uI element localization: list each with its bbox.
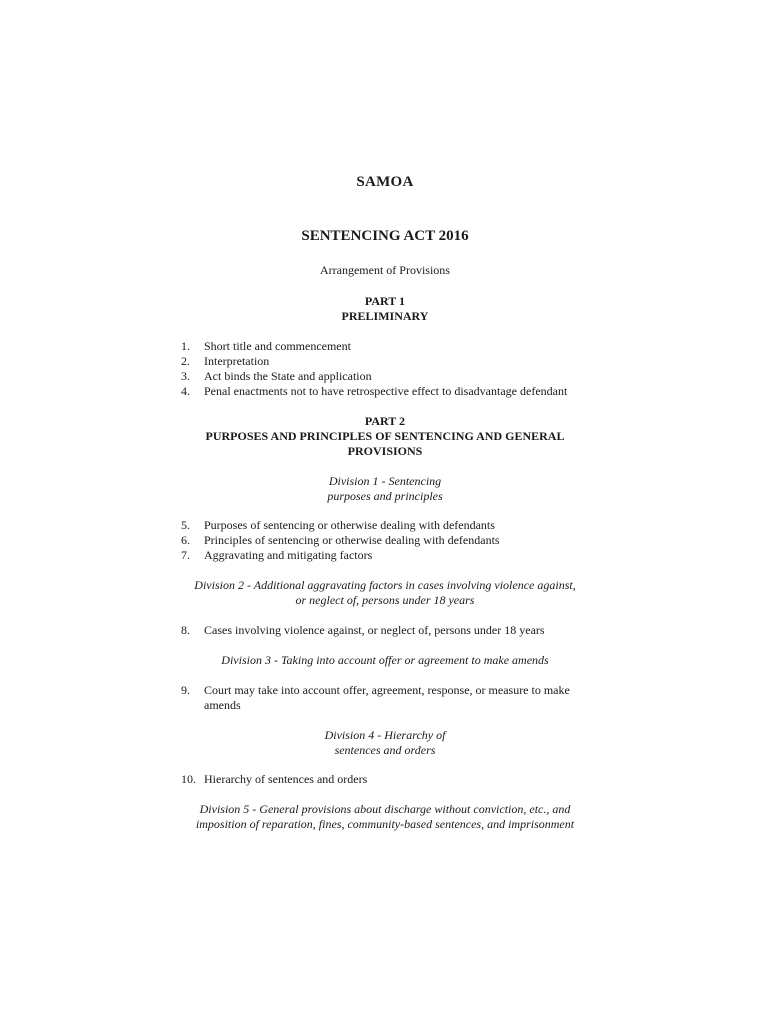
act-title: SENTENCING ACT 2016	[301, 228, 469, 244]
part1-name: PRELIMINARY	[341, 309, 429, 323]
provision-number: 7.	[181, 548, 190, 562]
provision-title: Cases involving violence against, or neglect of, persons under 18 years	[204, 623, 545, 637]
division5-heading-line1: Division 5 - General provisions about discharge without conviction, etc., and	[199, 802, 571, 816]
provision-title: Purposes of sentencing or otherwise dealing with defendants	[204, 518, 495, 532]
provision-title: Aggravating and mitigating factors	[204, 548, 373, 562]
division2-heading-line1: Division 2 - Additional aggravating factors in cases involving violence against,	[194, 578, 576, 592]
division5-heading-line2: imposition of reparation, fines, community-based sentences, and imprisonment	[195, 817, 575, 831]
division1-heading-line2: purposes and principles	[327, 489, 443, 503]
part2-name-line1: PURPOSES AND PRINCIPLES OF SENTENCING AND GENERAL	[205, 429, 565, 443]
provision-number: 6.	[181, 533, 190, 547]
provision-title: Short title and commencement	[204, 339, 351, 353]
part2-label: PART 2	[364, 414, 406, 428]
country-heading: SAMOA	[356, 174, 414, 190]
provision-number: 5.	[181, 518, 190, 532]
arrangement-subtitle: Arrangement of Provisions	[320, 263, 450, 277]
provision-number: 3.	[181, 369, 190, 383]
division2-heading-line2: or neglect of, persons under 18 years	[295, 593, 475, 607]
provision-title-line2: amends	[204, 698, 241, 712]
provision-number: 2.	[181, 354, 190, 368]
provision-number: 4.	[181, 384, 190, 398]
provision-title: Principles of sentencing or otherwise dealing with defendants	[204, 533, 500, 547]
provision-title: Hierarchy of sentences and orders	[204, 772, 368, 786]
provision-title: Act binds the State and application	[204, 369, 372, 383]
provision-number: 9.	[181, 683, 190, 697]
provision-title-line1: Court may take into account offer, agreement, response, or measure to make	[204, 683, 570, 697]
division1-heading-line1: Division 1 - Sentencing	[328, 474, 442, 488]
provision-number: 1.	[181, 339, 190, 353]
provision-number: 8.	[181, 623, 190, 637]
provision-title: Interpretation	[204, 354, 270, 368]
division4-heading-line2: sentences and orders	[334, 743, 436, 757]
part1-label: PART 1	[364, 294, 406, 308]
provision-number: 10.	[181, 772, 196, 786]
division4-heading-line1: Division 4 - Hierarchy of	[324, 728, 446, 742]
division3-heading: Division 3 - Taking into account offer or agreement to make amends	[221, 653, 549, 667]
provision-title: Penal enactments not to have retrospective effect to disadvantage defendant	[204, 384, 568, 398]
part2-name-line2: PROVISIONS	[347, 444, 423, 458]
